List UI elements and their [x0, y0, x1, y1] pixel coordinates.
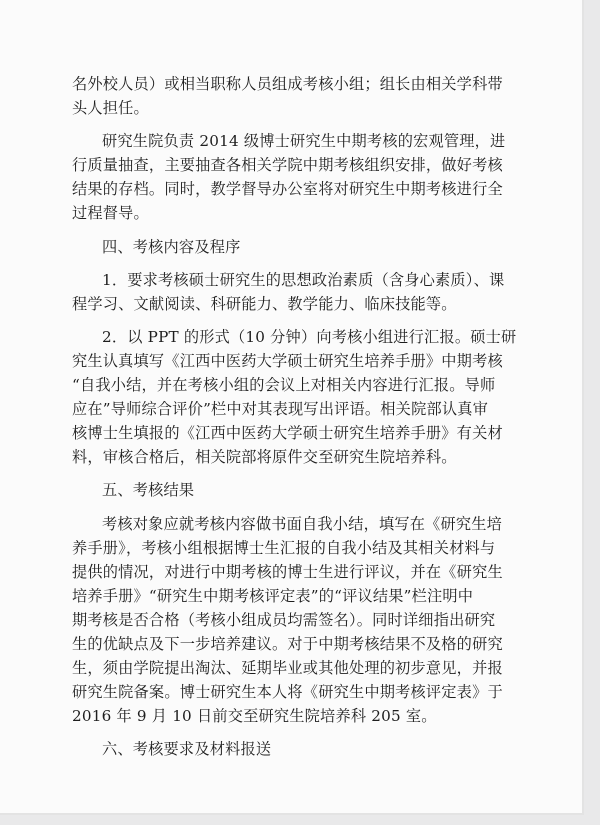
text-line: 究生认真填写《江西中医药大学硕士研究生培养手册》中期考核: [72, 351, 503, 370]
paragraph-start: 2．以 PPT 的形式（10 分钟）向考核小组进行汇报。硕士研: [102, 327, 517, 346]
text-line: 结果的存档。同时，教学督导办公室将对研究生中期考核进行全: [72, 180, 503, 199]
text-line: 应在”导师综合评价”栏中对其表现写出评语。相关院部认真审: [72, 400, 489, 419]
text-line: 名外校人员）或相当职称人员组成考核小组；组长由相关学科带: [72, 75, 503, 93]
text-line: 养手册》，考核小组根据博士生汇报的自我小结及其相关材料与: [72, 538, 496, 557]
text-line: 生的优缺点及下一步培养建议。对于中期考核结果不及格的研究: [72, 634, 503, 653]
text-line: 过程督导。: [72, 204, 149, 223]
text-line: 培养手册》“研究生中期考核评定表”的“评议结果”栏注明中: [72, 586, 474, 605]
section-heading-4: 四、考核内容及程序: [102, 237, 241, 256]
text-line: “自我小结，并在考核小组的会议上对相关内容进行汇报。导师: [72, 376, 496, 395]
paragraph-start: 研究生院负责 2014 级博士研究生中期考核的宏观管理，进: [102, 132, 506, 151]
text-line: 料，审核合格后，相关院部将原件交至研究生院培养科。: [72, 448, 457, 467]
paragraph-start: 1．要求考核硕士研究生的思想政治素质（含身心素质）、课: [102, 270, 505, 289]
text-line: 期考核是否合格（考核小组成员均需签名）。同时详细指出研究: [72, 610, 496, 629]
text-line: 头人担任。: [72, 99, 149, 118]
text-line: 程学习、文献阅读、科研能力、教学能力、临床技能等。: [72, 294, 457, 313]
text-line: 行质量抽查，主要抽查各相关学院中期考核组织安排，做好考核: [72, 156, 503, 175]
document-body: [72, 72, 524, 761]
section-heading-6: 六、考核要求及材料报送: [102, 740, 272, 759]
text-line: 提供的情况，对进行中期考核的博士生进行评议，并在《研究生: [72, 562, 503, 581]
paragraph-start: 考核对象应就考核内容做书面自我小结，填写在《研究生培: [102, 514, 503, 533]
text-line: 2016 年 9 月 10 日前交至研究生院培养科 205 室。: [72, 707, 437, 726]
text-line: 研究生院备案。博士研究生本人将《研究生中期考核评定表》于: [72, 683, 503, 702]
section-heading-5: 五、考核结果: [102, 481, 195, 500]
text-line: 生，须由学院提出淘汰、延期毕业或其他处理的初步意见，并报: [72, 659, 503, 678]
text-line: 核博士生填报的《江西中医药大学硕士研究生培养手册》有关材: [72, 424, 503, 443]
